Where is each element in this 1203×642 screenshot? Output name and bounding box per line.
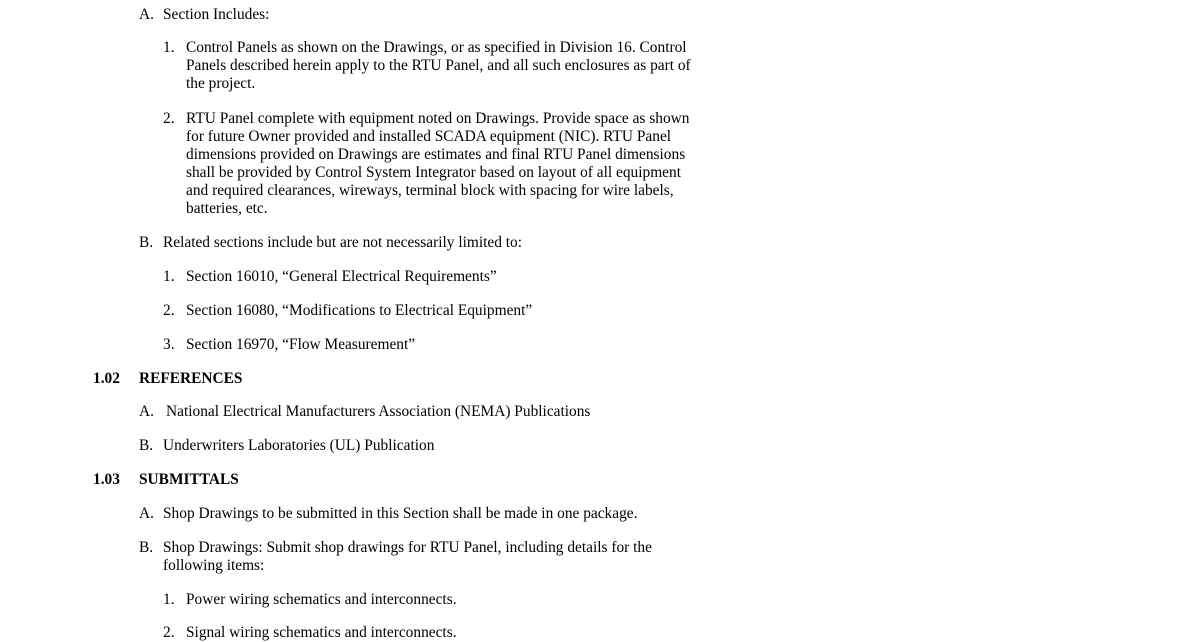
section-a-item-2-line-5: and required clearances, wireways, terminal block with spacing for wire labels,: [186, 182, 674, 199]
submittals-item-b-marker: B.: [139, 539, 154, 556]
submittals-subitem-1-text: Power wiring schematics and interconnects.: [186, 591, 457, 608]
section-a-item-2-line-3: dimensions provided on Drawings are estimates and final RTU Panel dimensions: [186, 146, 686, 163]
submittals-item-b-line-1: Shop Drawings: Submit shop drawings for RTU Panel, including details for the: [163, 539, 652, 556]
section-b-marker: B.: [139, 234, 154, 251]
section-a-item-1-line-1: Control Panels as shown on the Drawings, or as specified in Division 16. Control: [186, 39, 687, 56]
section-a-item-2-line-4: shall be provided by Control System Integrator based on layout of all equipment: [186, 164, 681, 181]
section-a-item-2-marker: 2.: [163, 110, 175, 127]
references-item-b-marker: B.: [139, 437, 154, 454]
section-a-item-2-line-2: for future Owner provided and installed SCADA equipment (NIC). RTU Panel: [186, 128, 672, 145]
section-a-label: Section Includes:: [163, 6, 270, 23]
section-a-item-1-line-2: Panels described herein apply to the RTU Panel, and all such enclosures as part of: [186, 57, 691, 74]
section-a-item-1-marker: 1.: [163, 39, 175, 56]
section-b-item-3-text: Section 16970, “Flow Measurement”: [186, 336, 416, 353]
references-heading: REFERENCES: [139, 370, 243, 387]
section-a-marker: A.: [139, 6, 154, 23]
submittals-item-a-marker: A.: [139, 505, 154, 522]
references-item-a-text: National Electrical Manufacturers Association (NEMA) Publications: [166, 403, 591, 420]
submittals-heading: SUBMITTALS: [139, 471, 239, 488]
submittals-item-a-text: Shop Drawings to be submitted in this Section shall be made in one package.: [163, 505, 638, 522]
references-item-a-marker: A.: [139, 403, 154, 420]
section-b-item-2-marker: 2.: [163, 302, 175, 319]
section-a-item-2-line-1: RTU Panel complete with equipment noted on Drawings. Provide space as shown: [186, 110, 690, 127]
references-number: 1.02: [93, 370, 120, 387]
submittals-subitem-2-marker: 2.: [163, 624, 175, 641]
submittals-item-b-line-2: following items:: [163, 557, 265, 574]
submittals-subitem-1-marker: 1.: [163, 591, 175, 608]
section-b-item-1-marker: 1.: [163, 268, 175, 285]
references-item-b-text: Underwriters Laboratories (UL) Publication: [163, 437, 435, 454]
submittals-subitem-2-text: Signal wiring schematics and interconnects.: [186, 624, 457, 641]
section-b-item-2-text: Section 16080, “Modifications to Electrical Equipment”: [186, 302, 533, 319]
section-a-item-1-line-3: the project.: [186, 75, 256, 92]
section-b-item-1-text: Section 16010, “General Electrical Requirements”: [186, 268, 497, 285]
section-b-item-3-marker: 3.: [163, 336, 175, 353]
submittals-number: 1.03: [93, 471, 120, 488]
section-a-item-2-line-6: batteries, etc.: [186, 200, 268, 217]
section-b-label: Related sections include but are not necessarily limited to:: [163, 234, 523, 251]
